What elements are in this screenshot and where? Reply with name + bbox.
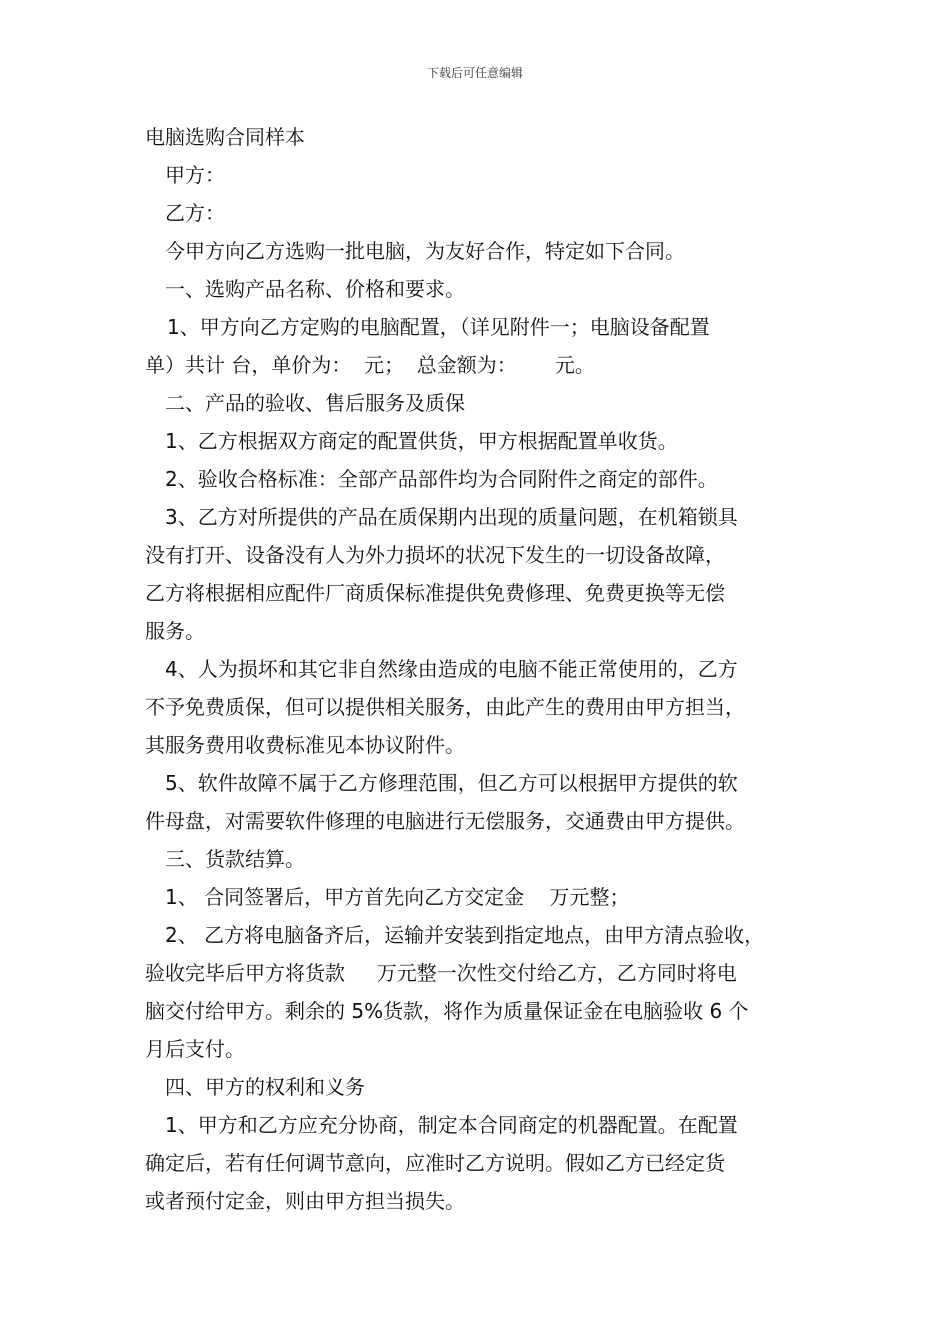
paragraph-line: 1、甲方和乙方应充分协商，制定本合同商定的机器配置。在配置 [165, 1113, 738, 1137]
preamble-line: 今甲方向乙方选购一批电脑，为友好合作，特定如下合同。 [165, 239, 685, 263]
section-heading-4: 四、甲方的权利和义务 [165, 1075, 365, 1099]
paragraph-line: 月后支付。 [145, 1037, 245, 1061]
paragraph-line: 确定后，若有任何调节意向，应准时乙方说明。假如乙方已经定货 [145, 1151, 725, 1175]
paragraph-line: 4、人为损坏和其它非自然缘由造成的电脑不能正常使用的，乙方 [165, 657, 738, 681]
paragraph-line: 没有打开、设备没有人为外力损坏的状况下发生的一切设备故障， [145, 543, 725, 567]
page-header: 下载后可任意编辑 [426, 66, 523, 80]
paragraph-line: 2、验收合格标准：全部产品部件均为合同附件之商定的部件。 [165, 467, 718, 491]
paragraph-line: 服务。 [145, 619, 205, 643]
paragraph-line: 其服务费用收费标准见本协议附件。 [145, 733, 465, 757]
party-a-line: 甲方： [165, 163, 225, 187]
section-heading-3: 三、货款结算。 [165, 847, 305, 871]
party-b-line: 乙方： [165, 201, 225, 225]
paragraph-line: 不予免费质保，但可以提供相关服务，由此产生的费用由甲方担当， [145, 695, 745, 719]
paragraph-line: 1、乙方根据双方商定的配置供货，甲方根据配置单收货。 [165, 429, 678, 453]
section-heading-1: 一、选购产品名称、价格和要求。 [165, 277, 465, 301]
document-title: 电脑选购合同样本 [145, 125, 305, 149]
contract-document [145, 118, 810, 1220]
paragraph-line: 3、乙方对所提供的产品在质保期内出现的质量问题，在机箱锁具 [165, 505, 738, 529]
section-heading-2: 二、产品的验收、售后服务及质保 [165, 391, 465, 415]
paragraph-line: 5、软件故障不属于乙方修理范围，但乙方可以根据甲方提供的软 [165, 771, 738, 795]
paragraph-line: 或者预付定金，则由甲方担当损失。 [145, 1189, 465, 1213]
paragraph-line: 脑交付给甲方。剩余的 5%货款，将作为质量保证金在电脑验收 6 个 [145, 999, 749, 1023]
paragraph-line: 单）共计 台，单价为： 元； 总金额为： 元。 [145, 353, 595, 377]
paragraph-line: 1、 合同签署后，甲方首先向乙方交定金 万元整； [165, 885, 630, 909]
paragraph-line: 件母盘，对需要软件修理的电脑进行无偿服务，交通费由甲方提供。 [145, 809, 745, 833]
paragraph-line: 1、甲方向乙方定购的电脑配置，（详见附件一；电脑设备配置 [167, 315, 710, 339]
paragraph-line: 2、 乙方将电脑备齐后，运输并安装到指定地点，由甲方清点验收， [165, 923, 765, 947]
paragraph-line: 验收完毕后甲方将货款 万元整一次性交付给乙方，乙方同时将电 [145, 961, 737, 985]
paragraph-line: 乙方将根据相应配件厂商质保标准提供免费修理、免费更换等无偿 [145, 581, 725, 605]
